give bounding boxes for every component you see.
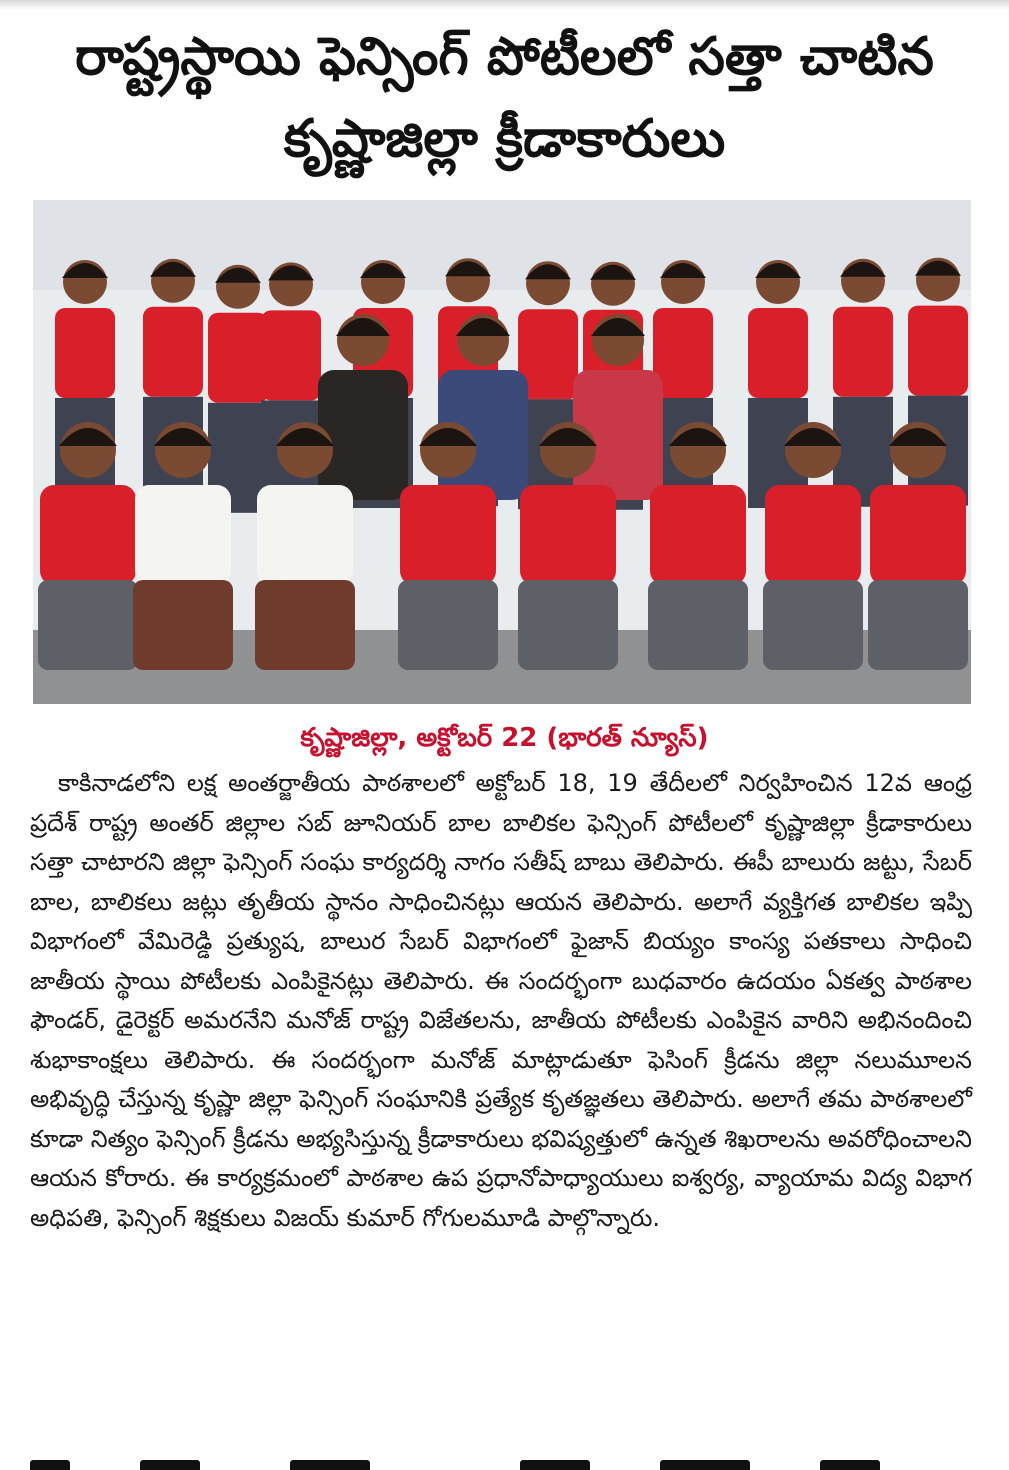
kneeling-student-trousers [518, 580, 618, 670]
kneeling-student-trousers [255, 580, 355, 670]
kneeling-student-trousers [648, 580, 748, 670]
kneeling-student-shirt [257, 485, 353, 585]
dateline: కృష్ణాజిల్లా, అక్టోబర్ 22 (భారత్ న్యూస్) [300, 723, 709, 753]
standing-student-shirt [55, 308, 115, 398]
standing-student-shirt [908, 306, 968, 396]
standing-student-shirt [748, 308, 808, 398]
kneeling-student-trousers [38, 580, 138, 670]
clipped-previous-text [0, 0, 1009, 10]
article-body: కాకినాడలోని లక్ష అంతర్జాతీయ పాఠశాలలో అక్టోబర్ 18, 19 తేదీలలో నిర్వహించిన 12వ ఆంధ్ర ప్రదేశ్ రాష్ట్ర అంతర్ జిల్లాల సబ్ జూనియర్ బాల బాలికల ఫెన్సింగ్ పోటీలలో కృష్ణాజిల్లా క్రీడాకారులు సత్తా చాటారని జిల్లా ఫెన్సింగ్ సంఘ కార్యదర్శి నాగం సతీష్ బాబు తెలిపారు. ఈపీ బాలురు జట్టు, సేబర్ బాల, బాలికలు జట్లు తృతీయ స్థానం సాధించినట్లు ఆయన తెలిపారు. అలాగే వ్యక్తిగత బాలికల ఇప్పి విభాగంలో వేమిరెడ్డి ప్రత్యుష, బాలుర సేబర్ విభాగంలో ఫైజాన్ బియ్యం కాంస్య పతకాలు సాధించి జాతీయ స్థాయి పోటీలకు ఎంపికైనట్లు తెలిపారు. ఈ సందర్భంగా బుధవారం ఉదయం ఏకత్వ పాఠశాల ఫౌండర్, డైరెక్టర్ అమరనేని మనోజ్ రాష్ట్ర విజేతలను, జాతీయ పోటీలకు ఎంపికైన వారిని అభినందించి శుభాకాంక్షలు తెలిపారు. ఈ సందర్భంగా మనోజ్ మాట్లాడుతూ ఫెసింగ్ క్రీడను జిల్లా నలుమూలన అభివృద్ధి చేస్తున్న కృష్ణా జిల్లా ఫెన్సింగ్ సంఘానికి ప్రత్యేక కృతజ్ఞతలు తెలిపారు. అలాగే తమ పాఠశాలలో కూడా నిత్యం ఫెన్సింగ్ క్రీడను అభ్యసిస్తున్న క్రీడాకారులు భవిష్యత్తులో ఉన్నత శిఖరాలను అవరోధించాలని ఆయన కోరారు. ఈ కార్యక్రమంలో పాఠశాల ఉప ప్రధానోపాధ్యాయులు ఐశ్వర్య, వ్యాయామ విద్య విభాగ అధిపతి, ఫెన్సింగ్ శిక్షకులు విజయ్ కుమార్ గోగులమూడి పాల్గొన్నారు. [30, 769, 972, 1232]
kneeling-student-shirt [520, 485, 616, 585]
headline-line-2: కృష్ణాజిల్లా క్రీడాకారులు [283, 109, 726, 169]
kneeling-student-shirt [40, 485, 136, 585]
kneeling-student-shirt [765, 485, 861, 585]
kneeling-student-shirt [135, 485, 231, 585]
standing-student-shirt [833, 307, 893, 397]
kneeling-student-shirt [650, 485, 746, 585]
kneeling-student-trousers [763, 580, 863, 670]
kneeling-student-trousers [398, 580, 498, 670]
kneeling-student-shirt [400, 485, 496, 585]
kneeling-student-trousers [868, 580, 968, 670]
standing-student-shirt [261, 310, 321, 400]
group-photo [33, 200, 971, 704]
standing-student-shirt [143, 307, 203, 397]
seated-teacher-body [318, 370, 408, 500]
kneeling-student-shirt [870, 485, 966, 585]
standing-student-shirt [208, 313, 268, 403]
kneeling-student-trousers [133, 580, 233, 670]
headline-line-1: రాష్ట్రస్థాయి ఫెన్సింగ్ పోటీలలో సత్తా చాటిన [75, 27, 934, 87]
clipped-next-text [0, 1452, 1009, 1470]
group-photo-illustration [33, 200, 971, 704]
